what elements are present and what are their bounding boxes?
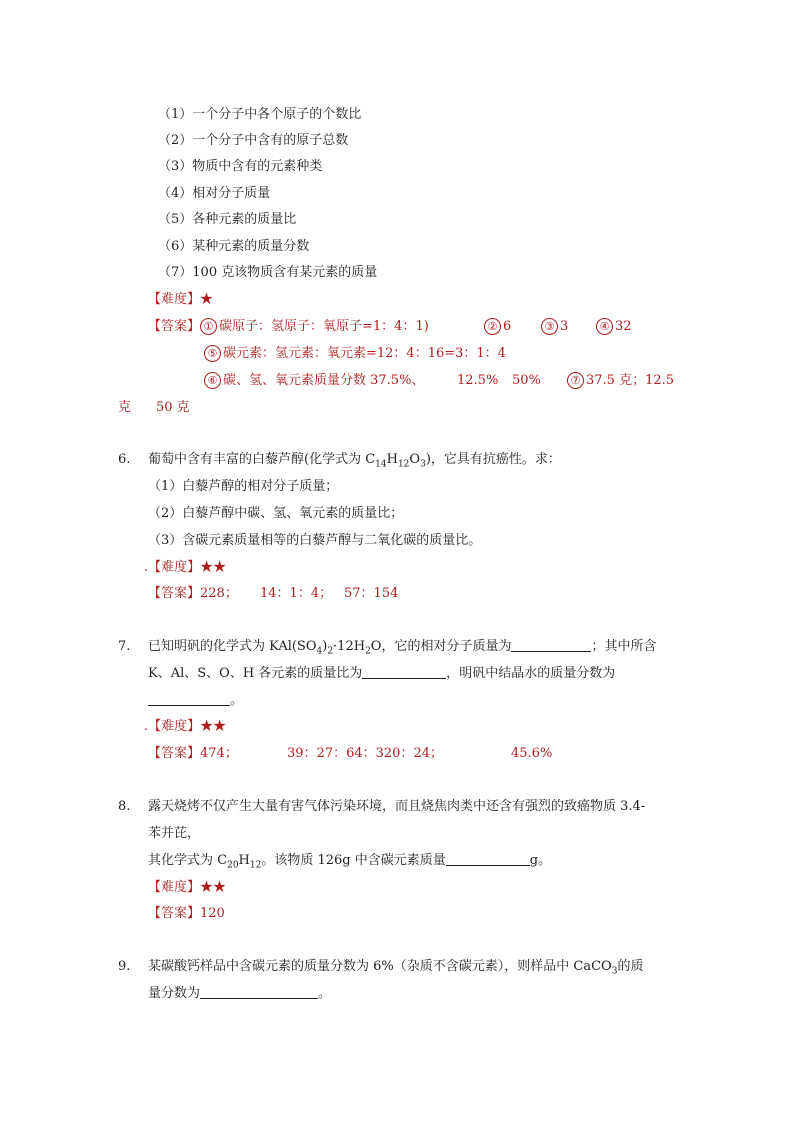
q7-answer <box>148 745 238 763</box>
q9-stem-line-2 <box>148 985 331 1003</box>
subscript: 14 <box>375 459 387 470</box>
q6-item-1: （1）白藜芦醇的相对分子质量； <box>148 479 339 494</box>
q5-item-5: （5）各种元素的质量比 <box>158 212 297 227</box>
q6-difficulty: .【难度】★★ <box>144 560 227 575</box>
q8-stem-text: H <box>238 853 250 868</box>
circled-number: ① <box>200 318 217 335</box>
q6-stem <box>148 451 561 474</box>
subscript: 3 <box>611 966 618 977</box>
q7-stem-line-3 <box>148 692 243 710</box>
q6-answer <box>148 585 238 603</box>
answer-label: 【答案】 <box>148 746 201 761</box>
q8-number: 8. <box>118 799 131 814</box>
q7-stem-text: K、Al、S、O、H 各元素的质量比为 <box>148 666 363 681</box>
subscript: 20 <box>227 860 239 871</box>
subscript: 3 <box>420 459 426 470</box>
q8-difficulty: 【难度】★★ <box>148 880 227 895</box>
answer-label: 【答案】 <box>148 906 201 921</box>
q6-answer-2: 14：1：4； <box>260 586 333 601</box>
q8-answer <box>148 905 225 923</box>
answer-blank[interactable] <box>511 639 591 652</box>
answer-blank[interactable] <box>446 853 530 866</box>
answer-value: 碳原子：氢原子：氧原子=1：4：1) <box>219 319 429 334</box>
q6-item-2: （2）白藜芦醇中碳、氢、氧元素的质量比； <box>148 506 404 521</box>
q5-item-7: （7）100 克该物质含有某元素的质量 <box>158 265 378 280</box>
circled-number: ⑥ <box>204 372 221 389</box>
answer-blank[interactable] <box>148 693 230 706</box>
subscript: 2 <box>365 646 371 657</box>
q9-stem-text: 的质 <box>617 959 644 974</box>
q7-stem-text: O，它的相对分子质量为 <box>370 639 512 654</box>
circled-number: ⑦ <box>567 372 584 389</box>
answer-value: 37.5 克；12.5 <box>586 373 675 388</box>
q5-item-6: （6）某种元素的质量分数 <box>158 239 310 254</box>
circled-number: ⑤ <box>204 345 221 362</box>
answer-value: 碳、氢、氧元素质量分数 37.5%、 <box>223 373 425 388</box>
q5-answer-2 <box>484 318 511 336</box>
q9-stem-line-1 <box>148 958 643 981</box>
q7-stem-text: ；其中所含 <box>591 639 657 654</box>
q7-stem-line-1 <box>148 638 656 661</box>
subscript: 12 <box>397 459 410 470</box>
q8-stem-text: g。 <box>529 853 552 868</box>
q5-answer-4 <box>596 318 632 336</box>
answer-value: 6 <box>503 319 512 334</box>
q8-stem-text: 其化学式为 C <box>148 853 228 868</box>
q6-stem-text: )，它具有抗癌性。求： <box>425 452 561 467</box>
q7-stem-text: 。 <box>230 693 244 708</box>
q7-difficulty: .【难度】★★ <box>144 719 227 734</box>
answer-value: 120 <box>200 906 225 921</box>
q6-stem-text: O <box>409 452 421 467</box>
q5-answer-7-wrap: 克 <box>118 400 132 415</box>
q5-difficulty: 【难度】★ <box>148 292 214 307</box>
subscript: 2 <box>327 646 334 657</box>
answer-value: 碳元素：氢元素：氧元素=12：4：16=3：1：4 <box>223 346 506 361</box>
answer-value: 3 <box>560 319 569 334</box>
q5-item-2: （2）一个分子中含有的原子总数 <box>158 133 349 148</box>
q7-stem-text: ，明矾中结晶水的质量分数为 <box>446 666 616 681</box>
q5-answer-6c: 50% <box>512 373 541 388</box>
q5-item-1: （1）一个分子中各个原子的个数比 <box>158 107 362 122</box>
q5-answer-6b: 12.5% <box>457 373 499 388</box>
q5-item-3: （3）物质中含有的元素种类 <box>158 159 323 174</box>
q7-stem-line-2 <box>148 665 615 683</box>
q8-stem-line-3 <box>148 852 551 875</box>
q5-answer-7b: 50 克 <box>156 400 190 415</box>
q6-answer-3: 57：154 <box>344 586 399 601</box>
circled-number: ④ <box>596 318 613 335</box>
answer-value: 228； <box>200 586 238 601</box>
q5-answer-3 <box>541 318 568 336</box>
q9-stem-text: 。 <box>318 986 332 1001</box>
q5-item-4: （4）相对分子质量 <box>158 186 271 201</box>
q5-answer-6 <box>204 372 424 390</box>
q9-stem-text: 某碳酸钙样品中含碳元素的质量分数为 6%（杂质不含碳元素），则样品中 CaCO <box>148 959 612 974</box>
q5-answer-5 <box>204 345 506 363</box>
q6-stem-text: 葡萄中含有丰富的白藜芦醇(化学式为 C <box>148 452 376 467</box>
answer-label: 【答案】 <box>148 319 201 334</box>
answer-value: 32 <box>615 319 632 334</box>
q9-stem-text: 量分数为 <box>148 986 201 1001</box>
subscript: 4 <box>316 646 323 657</box>
q7-stem-text: ) <box>322 639 328 654</box>
answer-blank[interactable] <box>200 986 318 999</box>
answer-value: 474； <box>200 746 238 761</box>
q5-answer-7 <box>567 372 674 390</box>
q8-stem-text: 。该物质 126g 中含碳元素质量 <box>261 853 446 868</box>
q8-stem-line-2: 苯并芘， <box>148 826 201 841</box>
answer-label: 【答案】 <box>148 586 201 601</box>
q7-number: 7. <box>118 639 131 654</box>
q8-stem-line-1: 露天烧烤不仅产生大量有害气体污染环境，而且烧焦肉类中还含有强烈的致癌物质 3.4- <box>148 799 646 814</box>
q7-answer-2: 39：27：64：320：24； <box>287 746 443 761</box>
subscript: 12 <box>249 860 262 871</box>
q9-number: 9. <box>118 959 131 974</box>
q6-number: 6. <box>118 452 131 467</box>
circled-number: ③ <box>541 318 558 335</box>
q5-answer-line-1 <box>148 318 429 336</box>
answer-blank[interactable] <box>362 666 446 679</box>
q6-item-3: （3）含碳元素质量相等的白藜芦醇与二氧化碳的质量比。 <box>148 533 482 548</box>
q6-stem-text: H <box>386 452 398 467</box>
circled-number: ② <box>484 318 501 335</box>
q7-stem-text: 已知明矾的化学式为 KAl(SO <box>148 639 317 654</box>
q7-stem-text: ·12H <box>333 639 366 654</box>
q7-answer-3: 45.6% <box>511 746 553 761</box>
